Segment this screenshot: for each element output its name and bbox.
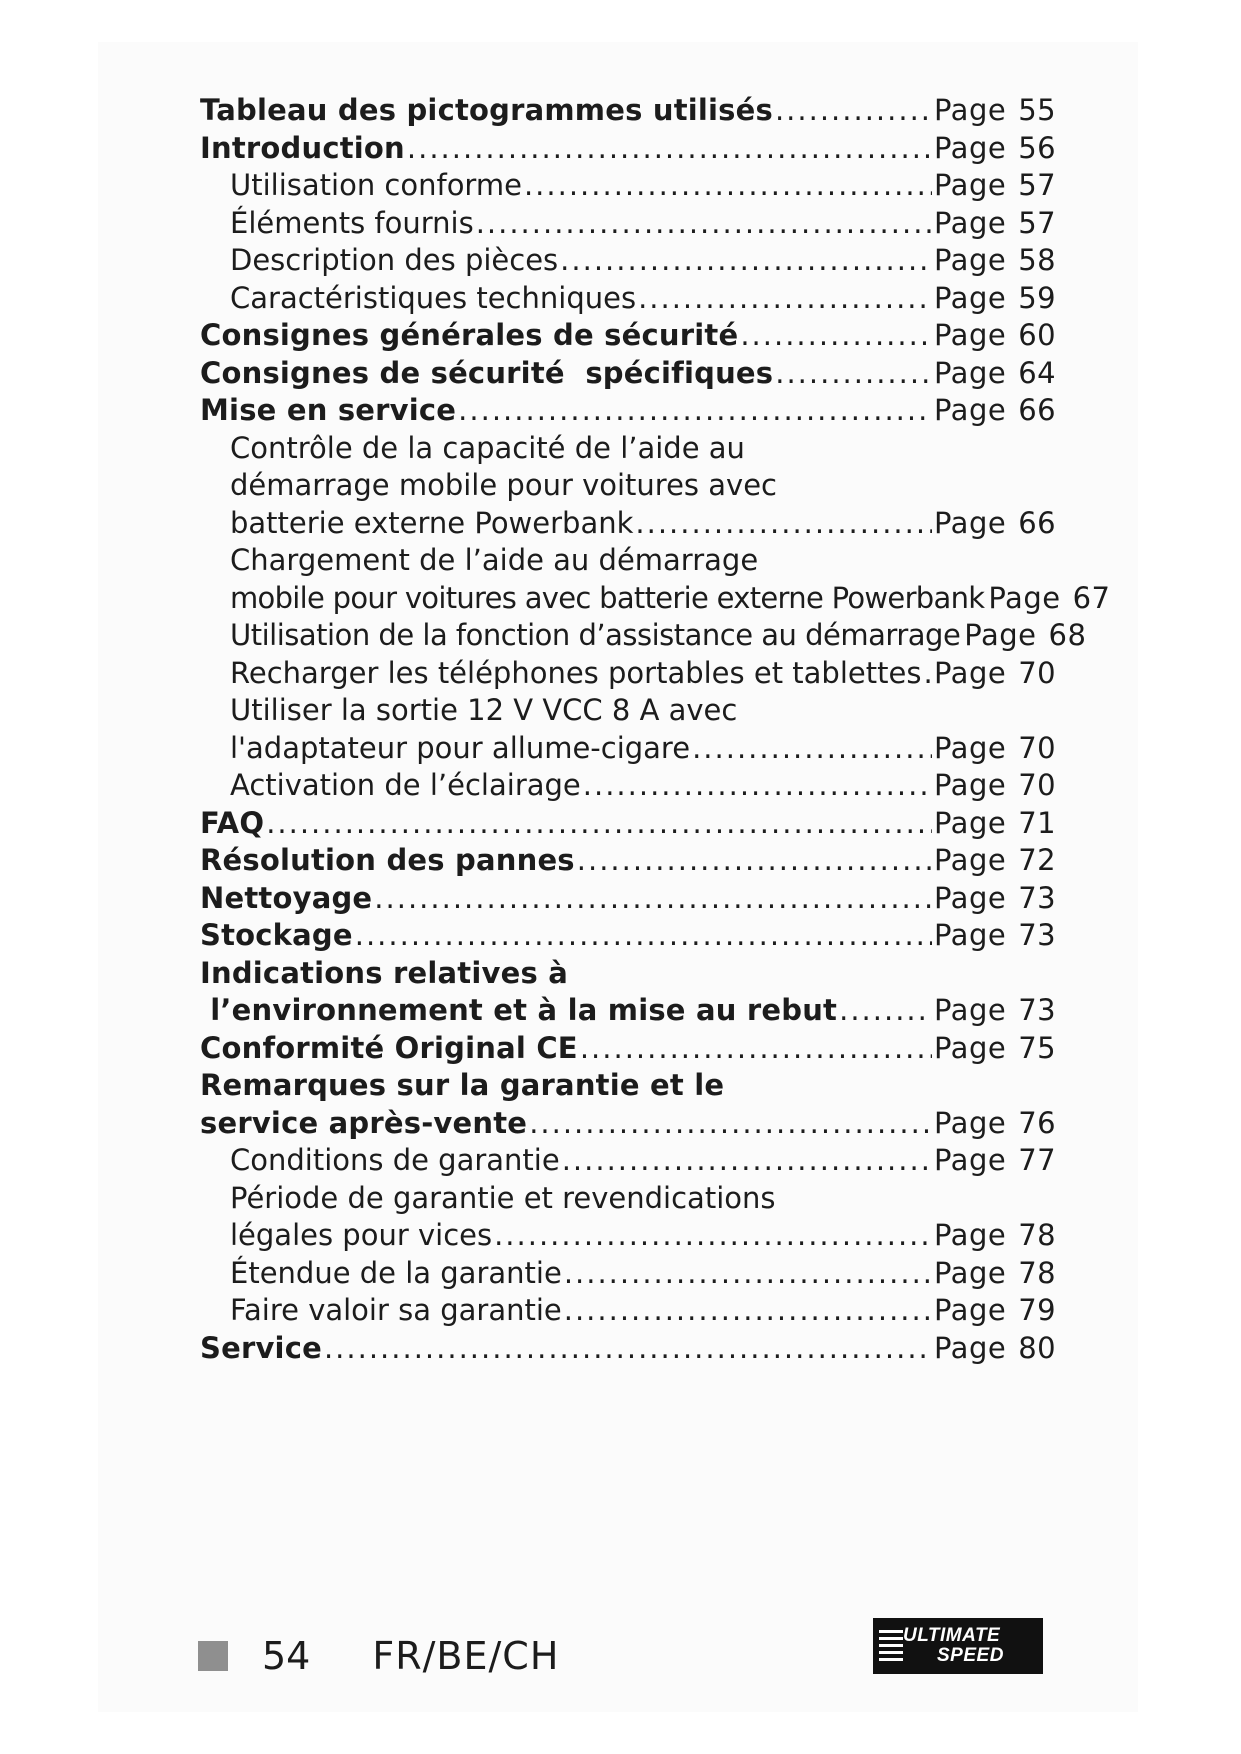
toc-page-ref: Page 67 xyxy=(988,580,1106,618)
toc-entry[interactable] xyxy=(200,1180,1057,1255)
toc-entry-label: mobile pour voitures avec batterie externe Powerbank xyxy=(230,580,985,615)
toc-entry-label: Résolution des pannes xyxy=(200,843,575,877)
toc-page-ref: Page 75 xyxy=(934,1030,1052,1068)
leader-dots xyxy=(476,205,932,243)
toc-entry-label: Conditions de garantie xyxy=(230,1143,560,1177)
toc-page-number: 77 xyxy=(1018,1143,1057,1177)
toc-entry-label: Utilisation de la fonction d’assistance au démarrage xyxy=(230,618,961,652)
toc-entry-line: Indications relatives à xyxy=(200,955,569,990)
toc-entry-line: démarrage mobile pour voitures avec xyxy=(230,468,777,502)
toc-page-number: 72 xyxy=(1018,843,1057,877)
leader-dots xyxy=(494,1217,932,1255)
toc-entry-label: Introduction xyxy=(200,130,405,165)
toc-entry[interactable] xyxy=(200,205,1057,243)
toc-entry[interactable] xyxy=(200,392,1057,430)
toc-page-ref: Page 70 xyxy=(934,655,1052,693)
toc-entry-line: Contrôle de la capacité de l’aide au xyxy=(230,430,745,465)
toc-page-ref: Page 78 xyxy=(934,1255,1052,1293)
toc-entry[interactable] xyxy=(200,242,1057,280)
region-code: FR/BE/CH xyxy=(372,1634,560,1678)
toc-entry-label: Utilisation conforme xyxy=(230,168,522,202)
toc-entry[interactable] xyxy=(200,355,1057,393)
toc-entry[interactable] xyxy=(200,1255,1057,1293)
toc-entry[interactable] xyxy=(200,842,1057,880)
toc-entry[interactable] xyxy=(200,805,1057,843)
toc-entry[interactable] xyxy=(200,655,1057,693)
toc-entry-label: Conformité Original CE xyxy=(200,1030,578,1065)
leader-dots xyxy=(638,280,932,318)
toc-page-number: 66 xyxy=(1018,393,1057,427)
leader-dots xyxy=(923,655,932,693)
toc-entry-line: Chargement de l’aide au démarrage xyxy=(230,543,759,577)
toc-page-ref: Page 78 xyxy=(934,1217,1052,1255)
toc-entry-line: Utiliser la sortie 12 V VCC 8 A avec xyxy=(230,693,738,727)
toc-page-number: 57 xyxy=(1018,168,1057,202)
toc-entry[interactable] xyxy=(200,430,1057,543)
toc-page-number: 70 xyxy=(1018,768,1057,802)
leader-dots xyxy=(775,355,932,393)
toc-entry-label: Consignes de sécurité spécifiques xyxy=(200,355,774,390)
toc-entry-label: Tableau des pictogrammes utilisés xyxy=(200,93,773,127)
leader-dots xyxy=(580,1030,932,1068)
toc-page-number: 59 xyxy=(1018,280,1057,315)
leader-dots xyxy=(407,130,932,168)
leader-dots xyxy=(839,992,932,1030)
toc-page-number: 78 xyxy=(1018,1255,1057,1290)
page-footer xyxy=(198,1628,559,1684)
logo-line-2: SPEED xyxy=(937,1645,1004,1666)
toc-page-ref: Page 70 xyxy=(934,767,1052,805)
leader-dots xyxy=(524,167,932,205)
toc-page-ref: Page 70 xyxy=(934,730,1052,768)
toc-page-ref: Page 64 xyxy=(934,355,1052,393)
toc-entry[interactable] xyxy=(200,1067,1057,1142)
toc-entry-label: Activation de l’éclairage xyxy=(230,768,581,802)
toc-page-number: 79 xyxy=(1018,1293,1057,1327)
logo-line-1: ULTIMATE xyxy=(903,1625,1001,1646)
toc-entry[interactable] xyxy=(200,130,1057,168)
toc-page-ref: Page 71 xyxy=(934,805,1052,843)
toc-page-number: 55 xyxy=(1018,93,1057,127)
leader-dots xyxy=(374,880,932,918)
toc-page-ref: Page 77 xyxy=(934,1142,1052,1180)
leader-dots xyxy=(562,1142,932,1180)
toc-page-number: 73 xyxy=(1018,880,1057,915)
toc-page-ref: Page 73 xyxy=(934,880,1052,918)
toc-entry-label: batterie externe Powerbank xyxy=(230,505,634,540)
toc-entry[interactable] xyxy=(200,317,1057,355)
toc-page-ref: Page 60 xyxy=(934,317,1052,355)
leader-dots xyxy=(577,842,932,880)
toc-entry[interactable] xyxy=(200,880,1057,918)
toc-entry[interactable] xyxy=(200,1330,1057,1368)
toc-page-number: 58 xyxy=(1018,243,1057,277)
toc-page-number: 73 xyxy=(1018,993,1057,1027)
square-marker-icon xyxy=(198,1641,228,1671)
toc-entry[interactable] xyxy=(200,167,1057,205)
leader-dots xyxy=(324,1330,932,1368)
toc-page-ref: Page 73 xyxy=(934,992,1052,1030)
toc-page-number: 70 xyxy=(1018,655,1057,690)
toc-page-number: 70 xyxy=(1018,730,1057,765)
toc-entry-label: service après-vente xyxy=(200,1105,528,1140)
toc-page-number: 80 xyxy=(1018,1330,1057,1365)
toc-entry[interactable] xyxy=(200,955,1057,1030)
toc-page-ref: Page 72 xyxy=(934,842,1052,880)
logo-stripes-icon xyxy=(879,1630,903,1662)
toc-entry-label: Consignes générales de sécurité xyxy=(200,318,739,352)
toc-page-number: 67 xyxy=(1072,580,1111,615)
leader-dots xyxy=(775,92,932,130)
toc-entry-label: Nettoyage xyxy=(200,880,373,915)
toc-page-number: 64 xyxy=(1018,355,1057,390)
toc-entry-line: Période de garantie et revendications xyxy=(230,1180,776,1215)
toc-page-number: 57 xyxy=(1018,205,1057,240)
toc-page-number: 60 xyxy=(1018,318,1057,352)
toc-page-ref: Page 79 xyxy=(934,1292,1052,1330)
toc-page-ref: Page 66 xyxy=(934,505,1052,543)
table-of-contents xyxy=(200,92,1111,1367)
toc-entry[interactable] xyxy=(200,1030,1057,1068)
leader-dots xyxy=(564,1255,932,1293)
toc-page-number: 76 xyxy=(1018,1105,1057,1140)
toc-entry[interactable] xyxy=(200,280,1057,318)
toc-entry[interactable] xyxy=(200,92,1057,130)
toc-entry-label: FAQ xyxy=(200,805,265,840)
toc-page-ref: Page 80 xyxy=(934,1330,1052,1368)
toc-page-number: 73 xyxy=(1018,918,1057,952)
toc-page-ref: Page 59 xyxy=(934,280,1052,318)
ultimate-speed-logo xyxy=(873,1618,1043,1674)
toc-page-ref: Page 57 xyxy=(934,167,1052,205)
toc-page-ref: Page 56 xyxy=(934,130,1052,168)
toc-page-ref: Page 55 xyxy=(934,92,1052,130)
leader-dots xyxy=(740,317,932,355)
toc-page-ref: Page 76 xyxy=(934,1105,1052,1143)
toc-page-number: 78 xyxy=(1018,1218,1057,1252)
toc-page-number: 56 xyxy=(1018,130,1057,165)
toc-page-ref: Page 68 xyxy=(964,617,1082,655)
leader-dots xyxy=(458,392,932,430)
toc-entry[interactable] xyxy=(200,617,1087,655)
toc-entry-label: Description des pièces xyxy=(230,243,559,277)
leader-dots xyxy=(529,1105,932,1143)
toc-page-number: 66 xyxy=(1018,505,1057,540)
page-number: 54 xyxy=(262,1634,311,1678)
toc-page-ref: Page 66 xyxy=(934,392,1052,430)
toc-entry-label: Faire valoir sa garantie xyxy=(230,1293,562,1327)
leader-dots xyxy=(560,242,932,280)
toc-entry-label: Recharger les téléphones portables et tablettes xyxy=(230,655,922,690)
toc-entry[interactable] xyxy=(200,692,1057,767)
toc-entry[interactable] xyxy=(200,1142,1057,1180)
leader-dots xyxy=(266,805,932,843)
toc-entry[interactable] xyxy=(200,1292,1057,1330)
toc-entry-label: légales pour vices xyxy=(230,1218,493,1252)
toc-entry[interactable] xyxy=(200,767,1057,805)
toc-entry-label: Mise en service xyxy=(200,393,457,427)
toc-entry-label: l'adaptateur pour allume-cigare xyxy=(230,730,691,765)
toc-entry-label: Éléments fournis xyxy=(230,205,474,240)
leader-dots xyxy=(564,1292,932,1330)
leader-dots xyxy=(635,505,932,543)
toc-page-ref: Page 73 xyxy=(934,917,1052,955)
toc-page-number: 71 xyxy=(1018,805,1057,840)
toc-entry-label: Étendue de la garantie xyxy=(230,1255,562,1290)
toc-entry-label: Caractéristiques techniques xyxy=(230,280,637,315)
toc-entry-line: Remarques sur la garantie et le xyxy=(200,1068,725,1102)
toc-page-ref: Page 58 xyxy=(934,242,1052,280)
toc-entry-label: l’environnement et à la mise au rebut xyxy=(200,993,838,1027)
toc-entry-label: Service xyxy=(200,1330,322,1365)
toc-entry-label: Stockage xyxy=(200,918,353,952)
toc-page-ref: Page 57 xyxy=(934,205,1052,243)
toc-page-number: 75 xyxy=(1018,1030,1057,1065)
leader-dots xyxy=(355,917,932,955)
leader-dots xyxy=(583,767,932,805)
toc-page-number: 68 xyxy=(1048,618,1087,652)
toc-entry[interactable] xyxy=(200,917,1057,955)
leader-dots xyxy=(692,730,932,768)
toc-entry[interactable] xyxy=(200,542,1111,617)
